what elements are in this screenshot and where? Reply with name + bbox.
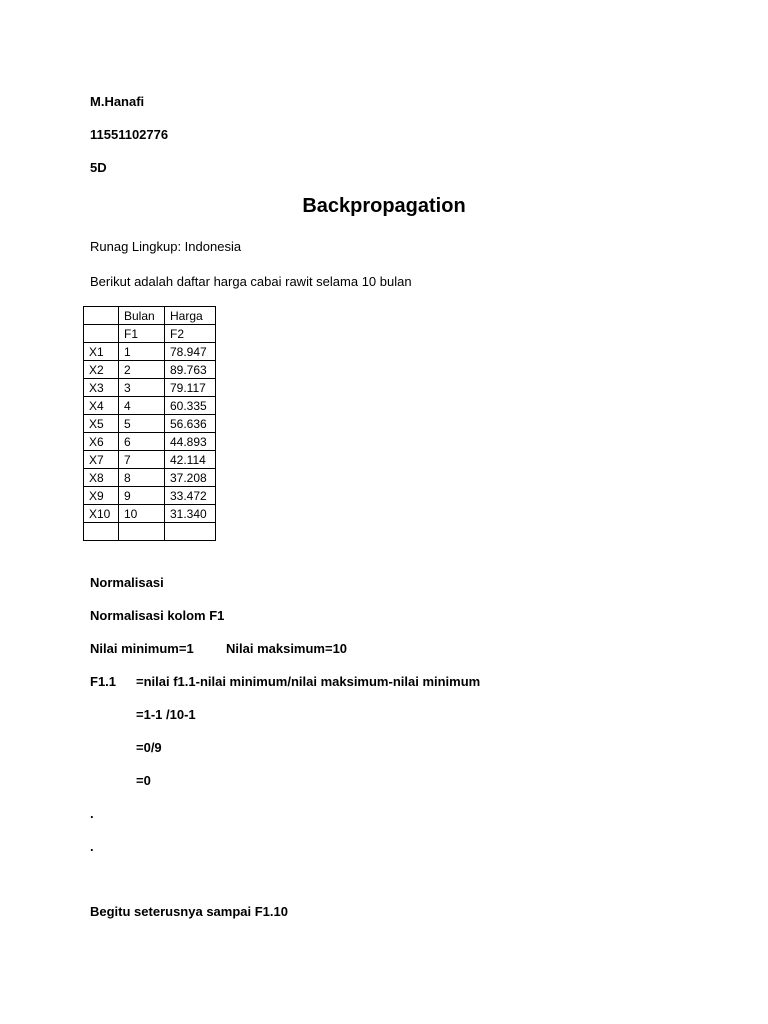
conclusion-line: Begitu seterusnya sampai F1.10 — [90, 904, 288, 919]
month-cell: 1 — [119, 343, 165, 361]
document-title: Backpropagation — [302, 195, 466, 217]
calculation-step-2: =0/9 — [136, 740, 162, 755]
table-row — [84, 415, 216, 433]
row-label-cell — [84, 523, 119, 541]
table-row — [84, 523, 216, 541]
scope-line: Runag Lingkup: Indonesia — [90, 239, 242, 254]
table-row — [84, 469, 216, 487]
max-value-label: Nilai maksimum=10 — [226, 641, 348, 656]
price-cell: 37.208 — [165, 469, 216, 487]
formula-line: =nilai f1.1-nilai minimum/nilai maksimum-nilai minimum — [136, 674, 481, 689]
month-cell: 2 — [119, 361, 165, 379]
row-label-cell: X4 — [84, 397, 119, 415]
month-cell: Bulan — [119, 307, 165, 325]
row-label-cell: X3 — [84, 379, 119, 397]
description-line: Berikut adalah daftar harga cabai rawit selama 10 bulan — [90, 274, 412, 289]
row-label-cell: X8 — [84, 469, 119, 487]
student-id: 11551102776 — [90, 127, 169, 142]
month-cell: 9 — [119, 487, 165, 505]
price-table — [83, 306, 216, 541]
row-label-cell: X1 — [84, 343, 119, 361]
table-row — [84, 505, 216, 523]
row-label-cell: X5 — [84, 415, 119, 433]
table-row — [84, 451, 216, 469]
price-cell — [165, 523, 216, 541]
month-cell: 5 — [119, 415, 165, 433]
price-cell: 31.340 — [165, 505, 216, 523]
month-cell — [119, 523, 165, 541]
min-value-label: Nilai minimum=1 — [90, 641, 194, 656]
month-cell: 6 — [119, 433, 165, 451]
price-cell: 56.636 — [165, 415, 216, 433]
row-label-cell: X9 — [84, 487, 119, 505]
month-cell: 7 — [119, 451, 165, 469]
step-label: F1.1 — [90, 674, 117, 689]
table-row — [84, 433, 216, 451]
ellipsis-dot-1: . — [90, 806, 94, 821]
price-cell: 79.117 — [165, 379, 216, 397]
row-label-cell: X6 — [84, 433, 119, 451]
price-cell: F2 — [165, 325, 216, 343]
price-cell: Harga — [165, 307, 216, 325]
table-row — [84, 343, 216, 361]
row-label-cell: X7 — [84, 451, 119, 469]
ellipsis-dot-2: . — [90, 839, 94, 854]
row-label-cell — [84, 307, 119, 325]
table-header-row — [84, 307, 216, 325]
price-cell: 89.763 — [165, 361, 216, 379]
month-cell: 8 — [119, 469, 165, 487]
month-cell: F1 — [119, 325, 165, 343]
calculation-step-1: =1-1 /10-1 — [136, 707, 196, 722]
class-label: 5D — [90, 160, 107, 175]
price-cell: 42.114 — [165, 451, 216, 469]
table-row — [84, 379, 216, 397]
month-cell: 3 — [119, 379, 165, 397]
price-cell: 44.893 — [165, 433, 216, 451]
price-cell: 33.472 — [165, 487, 216, 505]
author-name: M.Hanafi — [90, 94, 145, 109]
row-label-cell — [84, 325, 119, 343]
normalization-heading: Normalisasi — [90, 575, 164, 590]
table-subheader-row — [84, 325, 216, 343]
row-label-cell: X10 — [84, 505, 119, 523]
price-cell: 78.947 — [165, 343, 216, 361]
normalization-subheading: Normalisasi kolom F1 — [90, 608, 225, 623]
table-row — [84, 397, 216, 415]
calculation-result: =0 — [136, 773, 151, 788]
row-label-cell: X2 — [84, 361, 119, 379]
month-cell: 4 — [119, 397, 165, 415]
month-cell: 10 — [119, 505, 165, 523]
table-row — [84, 361, 216, 379]
table-row — [84, 487, 216, 505]
price-cell: 60.335 — [165, 397, 216, 415]
